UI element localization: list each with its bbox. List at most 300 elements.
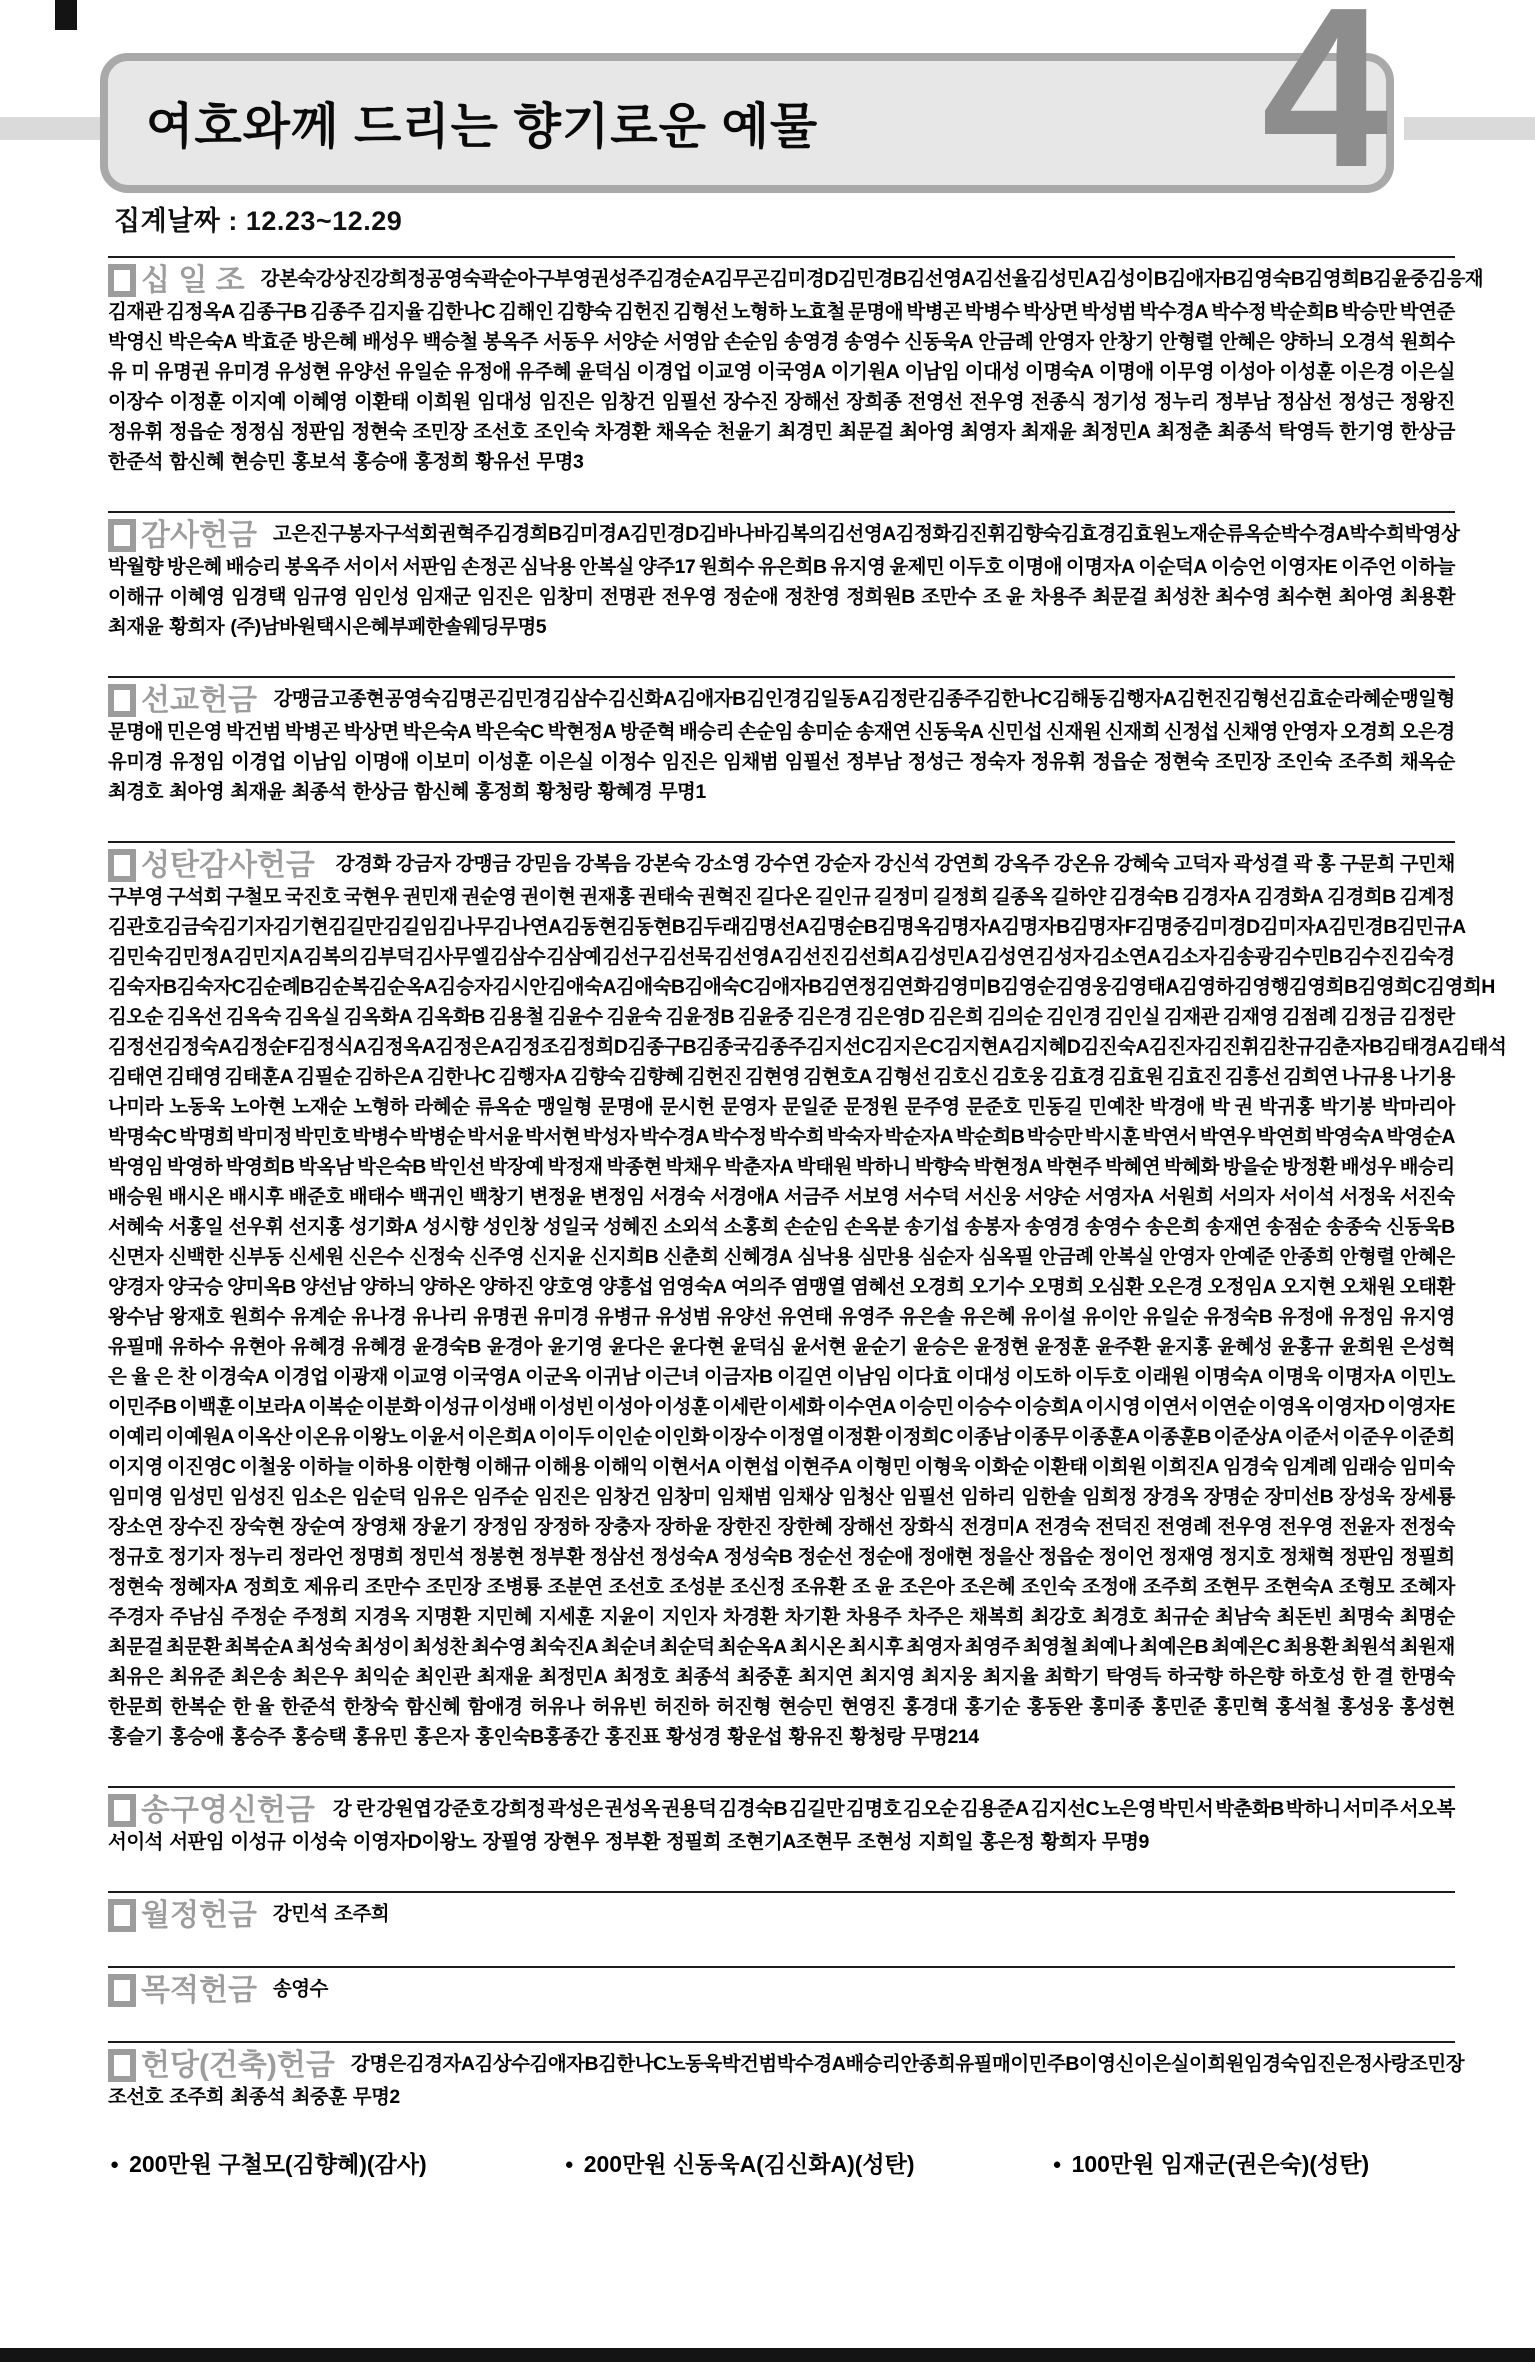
donor-name: 이성아 <box>596 1396 652 1418</box>
name-row <box>108 1392 1455 1422</box>
donor-name: 차경환 <box>595 421 651 443</box>
donor-name: 박승만 <box>1341 301 1397 323</box>
name-row <box>108 1032 1507 1062</box>
donor-name: 김민경 <box>496 688 552 710</box>
donor-name: 유하수 <box>168 1336 224 1358</box>
donor-name: 차용주 <box>1030 586 1086 608</box>
donor-name: 김재영 <box>1222 1006 1278 1028</box>
donor-name: 배시온 <box>168 1186 224 1208</box>
donor-name: 김해동 <box>1052 688 1108 710</box>
donor-name: 송재연 <box>1205 1216 1261 1238</box>
donor-name: 정필희 <box>666 1831 722 1853</box>
donor-name: 김지율 <box>368 301 424 323</box>
donor-name: 이국영A <box>756 361 826 383</box>
donor-name: 엄영숙A <box>657 1276 727 1298</box>
donor-name: 송재연 <box>855 721 911 743</box>
donor-name: 김영희B <box>1289 976 1358 998</box>
donor-name: 김성민A <box>1030 268 1099 290</box>
donor-name: 임창미 <box>655 1486 711 1508</box>
donor-name: 박은숙A <box>168 331 237 353</box>
donor-name: 황청랑 <box>849 1726 905 1748</box>
donor-name: 황혜경 <box>597 781 653 803</box>
donor-name: 현승민 <box>230 451 286 473</box>
donor-name: 오경석 <box>1339 331 1395 353</box>
donor-name: 김영희H <box>1426 976 1495 998</box>
donor-name: 장영채 <box>351 1516 407 1538</box>
donor-name: 이근녀 <box>644 1366 700 1388</box>
donor-name: 김진휘 <box>1204 1036 1260 1058</box>
donor-name: 임미영 <box>108 1486 164 1508</box>
donor-name: 이인순 <box>596 1426 652 1448</box>
donor-name: 홍승택 <box>291 1726 347 1748</box>
donor-name: 박수희 <box>1349 523 1405 545</box>
donor-name: 이금자B <box>703 1366 773 1388</box>
donor-name: 이시영 <box>1085 1396 1141 1418</box>
name-row <box>108 1602 1455 1632</box>
donor-name: 유정숙B <box>1203 1306 1273 1328</box>
donor-name: 김명호 <box>846 1798 902 1820</box>
left-decorative-rule <box>0 117 104 140</box>
donor-name: 공영숙 <box>385 688 441 710</box>
donor-name: 서양순 <box>603 331 659 353</box>
donor-name: 김민규A <box>1396 916 1466 938</box>
donor-name: 김삼수 <box>552 688 608 710</box>
donor-name: 김효진 <box>1166 1066 1222 1088</box>
donor-name: 노동욱 <box>666 2053 722 2075</box>
donor-name: 정성근 <box>1338 391 1394 413</box>
donor-name: 이승언 <box>1210 556 1266 578</box>
donor-name: 이성훈 <box>477 751 533 773</box>
donor-name: 김경희B <box>1327 886 1396 908</box>
donor-name: 김소자 <box>1161 946 1217 968</box>
donor-name: 이경업 <box>273 1366 329 1388</box>
donor-name: 최은송 <box>231 1666 287 1688</box>
donor-name: 김옥화B <box>416 1006 485 1028</box>
donor-name: 손옥분 <box>844 1216 900 1238</box>
donor-name: 장미선B <box>1264 1486 1334 1508</box>
donor-name: 김민숙 <box>108 946 164 968</box>
donor-name: 염맹열 <box>790 1276 846 1298</box>
donor-name: 나기용 <box>1399 1066 1455 1088</box>
donor-name: 채옥순 <box>655 421 711 443</box>
donor-name: 조현기A <box>727 1831 796 1853</box>
donor-name: 최경민 <box>777 421 833 443</box>
donor-name: 전우영 <box>969 391 1025 413</box>
donor-name: 이장수 <box>711 1426 767 1448</box>
donor-name: 홍성현 <box>1399 1696 1455 1718</box>
donor-name: 조주희 <box>334 1903 390 1925</box>
donor-name: 이성배 <box>481 1396 537 1418</box>
donor-name: 조은혜 <box>960 1576 1016 1598</box>
donor-name: 허유나 <box>529 1696 585 1718</box>
donor-name: 김윤중 <box>1373 268 1429 290</box>
donor-name: 이종남 <box>955 1426 1011 1448</box>
donor-name: 최숙진A <box>529 1636 599 1658</box>
name-row <box>108 1794 1455 1827</box>
donor-name: 원희수 <box>229 1306 285 1328</box>
donor-name: 이명자A <box>1326 1366 1396 1388</box>
donor-name: 조선호 <box>473 421 529 443</box>
donor-name: 김애자B <box>753 976 822 998</box>
donor-name: 김나연A <box>493 916 562 938</box>
donor-name: 김동현 <box>561 916 617 938</box>
section-thanksgiving <box>108 511 1460 642</box>
donor-name: 김영순 <box>1000 976 1056 998</box>
donor-name: 송영수 <box>272 1978 328 2000</box>
donor-name: 한기영 <box>1339 421 1395 443</box>
name-row <box>108 1422 1455 1452</box>
donor-name: 신동욱A <box>904 331 974 353</box>
donor-name: 이성규 <box>423 1396 479 1418</box>
donor-name: 박춘자A <box>724 1156 793 1178</box>
donor-name: 백창기 <box>469 1186 525 1208</box>
donor-name: 신지윤 <box>529 1246 585 1268</box>
donor-name: 전경숙 <box>1034 1516 1090 1538</box>
donor-name: 신부동 <box>228 1246 284 1268</box>
donor-name: 유정임 <box>169 751 225 773</box>
donor-name: 문시헌 <box>659 1096 715 1118</box>
donor-name: 무명3 <box>536 451 584 473</box>
donor-name: 홍보석 <box>291 451 347 473</box>
donor-name: 신혜경A <box>723 1246 793 1268</box>
donor-name: 서영암 <box>663 331 719 353</box>
donor-name: 박연서 <box>1142 1126 1198 1148</box>
donor-name: 이승민 <box>898 1396 954 1418</box>
name-row <box>108 417 1455 447</box>
donor-name: 조만수 <box>365 1576 421 1598</box>
name-row <box>108 1062 1455 1092</box>
donor-name: 함애경 <box>467 1696 523 1718</box>
name-grid <box>108 1899 1455 1932</box>
section-divider <box>108 511 1455 513</box>
donor-name: 양흥섭 <box>598 1276 654 1298</box>
donor-name: 임채상 <box>777 1486 833 1508</box>
donor-name: 이영자E <box>1387 1396 1455 1418</box>
donor-name: 유이안 <box>1082 1306 1138 1328</box>
donor-name: 정부남 <box>1215 391 1271 413</box>
donor-name: 최유은 <box>108 1666 164 1688</box>
donor-name: 정필희 <box>1399 1546 1455 1568</box>
donor-name: 양하늬 <box>1279 331 1335 353</box>
donor-name: 정성숙A <box>649 1546 719 1568</box>
donor-name: 서홍일 <box>168 1216 224 1238</box>
donor-name: 하국향 <box>1167 1666 1223 1688</box>
donor-name: 신춘희 <box>663 1246 719 1268</box>
donor-name: 노아현 <box>230 1096 286 1118</box>
donor-name: 박연준 <box>1399 301 1455 323</box>
donor-name: 최명숙 <box>1338 1606 1394 1628</box>
donor-name: 이은실 <box>538 751 594 773</box>
donor-name: 정희호 <box>243 1576 299 1598</box>
donor-name: 유나경 <box>351 1306 407 1328</box>
donor-name: 곽성결 <box>1233 853 1289 875</box>
donor-name: 박병곤 <box>284 721 340 743</box>
donor-name: 최강호 <box>1030 1606 1086 1628</box>
donor-name: 문주영 <box>904 1096 960 1118</box>
donor-name: 김희연 <box>1283 1066 1339 1088</box>
donor-name: 한준석 <box>108 451 164 473</box>
donor-name: 서원희 <box>1158 1186 1214 1208</box>
donor-name: 정규호 <box>108 1546 164 1568</box>
donor-name: 최유준 <box>169 1666 225 1688</box>
donor-name: 김윤중 <box>737 1006 793 1028</box>
donor-name: 김찬규 <box>1259 1036 1315 1058</box>
section-marker-icon <box>108 1974 136 2007</box>
donor-name: 김정란 <box>871 688 927 710</box>
donor-name: 이명숙A <box>1194 1366 1263 1388</box>
donor-name: 장명순 <box>1203 1486 1259 1508</box>
donor-name: 강복음 <box>575 853 631 875</box>
name-row <box>108 1272 1455 1302</box>
donor-name: 구석회 <box>166 886 222 908</box>
donor-name: 곽순아 <box>480 268 536 290</box>
donor-name: 조현숙A <box>1264 1576 1334 1598</box>
donor-name: 이환태 <box>354 391 410 413</box>
donor-name: 주경자 <box>108 1606 164 1628</box>
donor-name: 이장수 <box>108 391 164 413</box>
donor-name: 윤경숙B <box>412 1336 481 1358</box>
donor-name: 손순임 <box>737 721 793 743</box>
donor-name: 강준호 <box>433 1798 489 1820</box>
donor-name: 임경숙 <box>1244 2053 1300 2075</box>
donor-name: 김옥화A <box>343 1006 413 1028</box>
donor-name: 강맹금 <box>273 688 329 710</box>
donor-name: 최중훈 <box>736 1666 792 1688</box>
donor-name: 심만용 <box>857 1246 913 1268</box>
donor-name: 김정식A <box>298 1036 367 1058</box>
donor-name: 박성범 <box>1081 301 1137 323</box>
name-row <box>108 1632 1455 1662</box>
donor-name: 박영순A <box>1386 1126 1455 1148</box>
donor-name: 유지영 <box>830 556 886 578</box>
donor-name: 최예은C <box>1211 1636 1280 1658</box>
donor-name: 유계순 <box>290 1306 346 1328</box>
donor-name: 여의주 <box>730 1276 786 1298</box>
section-building-dedication <box>108 2041 1465 2112</box>
donor-name: 박명숙C <box>108 1126 177 1148</box>
donor-name: 장정하 <box>534 1516 590 1538</box>
donor-name: 전명관 <box>600 586 656 608</box>
section-marker-icon <box>108 519 136 552</box>
donor-name: 송은희 <box>1145 1216 1201 1238</box>
donor-name: 박기봉 <box>1320 1096 1376 1118</box>
donor-name: 황성경 <box>666 1726 722 1748</box>
donor-name: 노재순 <box>291 1096 347 1118</box>
name-row <box>108 717 1455 747</box>
donor-name: 권성옥 <box>604 1798 660 1820</box>
donor-name: 박장예 <box>488 1156 544 1178</box>
donor-name: 최수영 <box>1215 586 1271 608</box>
donor-name: 주정순 <box>231 1606 287 1628</box>
donor-name: 김인실 <box>1105 1006 1161 1028</box>
donor-name: 왕수남 <box>108 1306 164 1328</box>
donor-name: 김금숙 <box>163 916 219 938</box>
donor-name: 이현섭 <box>724 1456 780 1478</box>
donor-name: 송점순 <box>1265 1216 1321 1238</box>
donor-name: 김성민A <box>910 946 979 968</box>
footnote-text: 100만원 임재군(권은숙)(성탄) <box>1071 2151 1370 2177</box>
donor-name: 성일국 <box>543 1216 599 1238</box>
donor-name: 김수민B <box>1273 946 1343 968</box>
donor-name: 김애숙A <box>547 976 617 998</box>
donor-name: 구문희 <box>1339 853 1395 875</box>
donor-name: 차주은 <box>907 1606 963 1628</box>
section-mission <box>108 676 1455 807</box>
donor-name: 조현성 <box>857 1831 913 1853</box>
donor-name: 정혜자A <box>168 1576 238 1598</box>
donor-name: 정읍순 <box>1092 751 1148 773</box>
donor-name: 안형렬 <box>1158 331 1214 353</box>
donor-name: 김사무엘 <box>415 946 490 968</box>
donor-name: 이남임 <box>836 1366 892 1388</box>
donor-name: 이성빈 <box>538 1396 594 1418</box>
tally-date-label: 집계날짜 : 12.23~12.29 <box>114 206 403 236</box>
donor-name: 김미경D <box>769 268 838 290</box>
donor-name: 이민주B <box>108 1396 177 1418</box>
donor-name: 신정숙 <box>409 1246 465 1268</box>
donor-name: 임대성 <box>477 391 533 413</box>
donor-name: 홍민준 <box>1151 1696 1207 1718</box>
donor-name: 유정임 <box>1339 1306 1395 1328</box>
donor-name: 이희원 <box>1091 1456 1147 1478</box>
name-row <box>108 972 1495 1002</box>
donor-name: 조민장 <box>1215 751 1271 773</box>
donor-name: 국진호 <box>284 886 340 908</box>
donor-name: 김일동A <box>802 688 871 710</box>
donor-name: 원희수 <box>699 556 755 578</box>
name-row <box>108 518 1460 552</box>
donor-name: 장수진 <box>723 391 779 413</box>
donor-name: 강 란 <box>332 1798 375 1820</box>
donor-name: 박순자A <box>884 1126 954 1148</box>
donor-name: 이종훈B <box>1142 1426 1211 1448</box>
donor-name: 이왕노 <box>352 1426 408 1448</box>
donor-name: 김경화A <box>1254 886 1324 908</box>
donor-name: 박월향 <box>108 556 164 578</box>
donor-name: 홍동완 <box>1026 1696 1082 1718</box>
donor-name: 유연태 <box>777 1306 833 1328</box>
donor-name: 민동길 <box>1027 1096 1083 1118</box>
donor-name: 문명애 <box>598 1096 654 1118</box>
footnotes <box>110 2146 1490 2179</box>
donor-name: 박수경A <box>1139 301 1209 323</box>
donor-name: 정현숙 <box>1153 751 1209 773</box>
donor-name: 장해선 <box>838 1516 894 1538</box>
donor-name: 김성이B <box>1098 268 1168 290</box>
donor-name: 신정섭 <box>1163 721 1219 743</box>
donor-name: 유현아 <box>229 1336 285 1358</box>
donor-name: 박수경A <box>1280 523 1350 545</box>
donor-name: 윤다현 <box>669 1336 725 1358</box>
donor-name: 구봉자 <box>327 523 383 545</box>
footnote-item <box>110 2146 427 2179</box>
name-row <box>108 297 1455 327</box>
donor-name: 최수현 <box>1276 586 1332 608</box>
donor-name: 유지영 <box>1399 1306 1455 1328</box>
donor-name: 배준호 <box>288 1186 344 1208</box>
donor-name: 박성자 <box>582 1126 638 1148</box>
donor-name: 박건범 <box>225 721 281 743</box>
donor-name: 김형선 <box>673 301 729 323</box>
donor-name: 방준혁 <box>620 721 676 743</box>
donor-name: 조만수 <box>921 586 977 608</box>
donor-name: 오정임A <box>1207 1276 1277 1298</box>
donor-name: 전우영 <box>1217 1516 1273 1538</box>
donor-name: 장필영 <box>482 1831 538 1853</box>
donor-name: 정기성 <box>1092 391 1148 413</box>
donor-name: 은 찬 <box>154 1366 196 1388</box>
donor-name: 윤주환 <box>1095 1336 1151 1358</box>
donor-name: 임진은 <box>477 586 533 608</box>
donor-name: 조선호 <box>608 1576 664 1598</box>
donor-name: 유양선 <box>335 361 391 383</box>
donor-name: 장하윤 <box>655 1516 711 1538</box>
donor-name: 김영숙B <box>1235 268 1305 290</box>
donor-name: 박은숙B <box>357 1156 426 1178</box>
donor-name: 신지희B <box>589 1246 659 1268</box>
donor-name: 정기자 <box>168 1546 224 1568</box>
donor-name: 김효원 <box>1108 1066 1164 1088</box>
donor-name: 이경업 <box>231 751 287 773</box>
donor-name: 김종주 <box>310 301 366 323</box>
donor-name: 김헌진 <box>1177 688 1233 710</box>
donor-name: 최중훈 <box>291 2086 347 2108</box>
donor-name: 안영자 <box>1038 331 1094 353</box>
donor-name: 김명자A <box>932 916 1002 938</box>
donor-name: 박숙자 <box>826 1126 882 1148</box>
donor-name: 유은혜 <box>960 1306 1016 1328</box>
donor-name: 서판임 <box>169 1831 225 1853</box>
donor-name: 최순덕 <box>659 1636 715 1658</box>
donor-name: 조민장 <box>425 1576 481 1598</box>
donor-name: 홍유민 <box>352 1726 408 1748</box>
donor-name: 하호성 <box>1290 1666 1346 1688</box>
donor-name: 서경애A <box>710 1186 779 1208</box>
donor-name: 최예은B <box>1139 1636 1209 1658</box>
donor-name: 라혜순 <box>414 1096 470 1118</box>
donor-name: 임필선 <box>784 751 840 773</box>
donor-name: 이준우 <box>1342 1426 1398 1448</box>
donor-name: 최재윤 <box>108 616 164 638</box>
donor-name: 권태숙 <box>638 886 694 908</box>
donor-name: 김선영A <box>714 946 784 968</box>
name-row <box>108 1974 1455 2007</box>
title-box <box>100 53 1394 193</box>
donor-name: 김시안 <box>492 976 548 998</box>
donor-name: 한준석 <box>281 1696 337 1718</box>
name-row <box>108 1722 1455 1752</box>
donor-name: 조주희 <box>1338 751 1394 773</box>
donor-name: 김인경 <box>746 688 802 710</box>
name-row <box>108 1482 1455 1512</box>
donor-name: 김명자F <box>1069 916 1137 938</box>
donor-name: 최익순 <box>354 1666 410 1688</box>
donor-name: 서수덕 <box>904 1186 960 1208</box>
donor-name: 노은영 <box>1101 1798 1157 1820</box>
section-divider <box>108 841 1455 843</box>
name-row <box>108 1662 1455 1692</box>
donor-name: 김한나C <box>982 688 1052 710</box>
donor-name: 정부환 <box>529 1546 585 1568</box>
donor-name: 정읍순 <box>1038 1546 1094 1568</box>
donor-name: 김수진 <box>1343 946 1399 968</box>
donor-name: 오심환 <box>1088 1276 1144 1298</box>
donor-name: 임주순 <box>473 1486 529 1508</box>
donor-name: 무명5 <box>499 616 547 638</box>
donor-name: 유은희B <box>757 556 827 578</box>
donor-name: 박병곤 <box>906 301 962 323</box>
donor-name: 홍종간 <box>543 1726 599 1748</box>
